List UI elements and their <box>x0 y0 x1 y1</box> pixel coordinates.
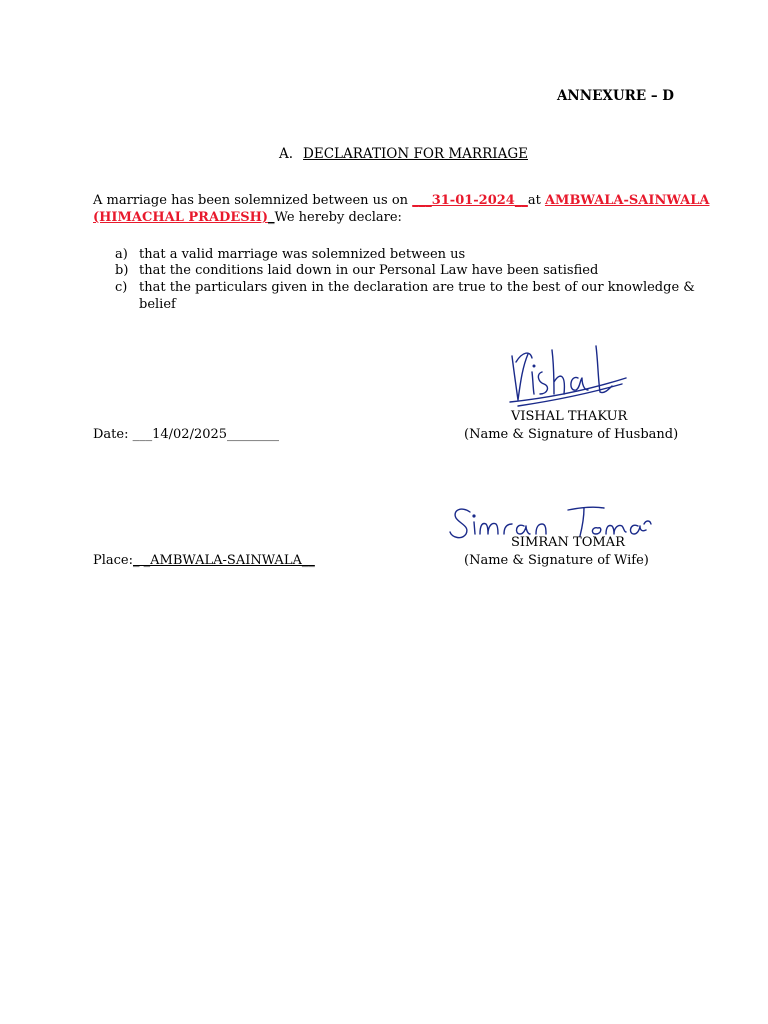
intro-suffix: We hereby declare: <box>274 210 402 225</box>
date-line <box>93 427 279 442</box>
marriage-place-line2: (HIMACHAL PRADESH) <box>93 210 269 225</box>
date-value: ___14/02/2025________ <box>132 427 280 442</box>
list-item-text: that the particulars given in the declaration are true to the best of our knowledge & <box>139 280 695 295</box>
list-marker: a) <box>115 247 128 262</box>
husband-signature <box>508 342 628 408</box>
list-marker: c) <box>115 280 128 295</box>
place-value: _ _AMBWALA-SAINWALA__ <box>133 553 315 568</box>
date-label: Date: <box>93 427 133 442</box>
intro-at: at <box>527 193 545 208</box>
wife-name: SIMRAN TOMAR <box>511 535 625 550</box>
place-line <box>93 553 315 568</box>
intro-line-2 <box>93 210 402 225</box>
intro-line-1 <box>93 193 709 208</box>
annexure-label: ANNEXURE – D <box>556 88 674 104</box>
place-label: Place: <box>93 553 134 568</box>
list-item-text: that a valid marriage was solemnized between us <box>139 247 466 262</box>
place-trailing: _ <box>268 210 275 225</box>
list-item-text: that the conditions laid down in our Personal Law have been satisfied <box>139 263 599 278</box>
husband-caption: (Name & Signature of Husband) <box>464 427 679 442</box>
section-title: DECLARATION FOR MARRIAGE <box>303 146 528 162</box>
intro-prefix: A marriage has been solemnized between us on <box>93 193 413 208</box>
section-number: A. <box>279 146 294 162</box>
wife-caption: (Name & Signature of Wife) <box>464 553 649 568</box>
list-item-text-continued: belief <box>139 297 176 312</box>
marriage-place-line1: AMBWALA-SAINWALA <box>544 193 710 208</box>
list-marker: b) <box>115 263 129 278</box>
section-heading <box>279 146 528 162</box>
husband-name: VISHAL THAKUR <box>511 409 628 424</box>
marriage-date: ___31-01-2024__ <box>412 193 528 208</box>
